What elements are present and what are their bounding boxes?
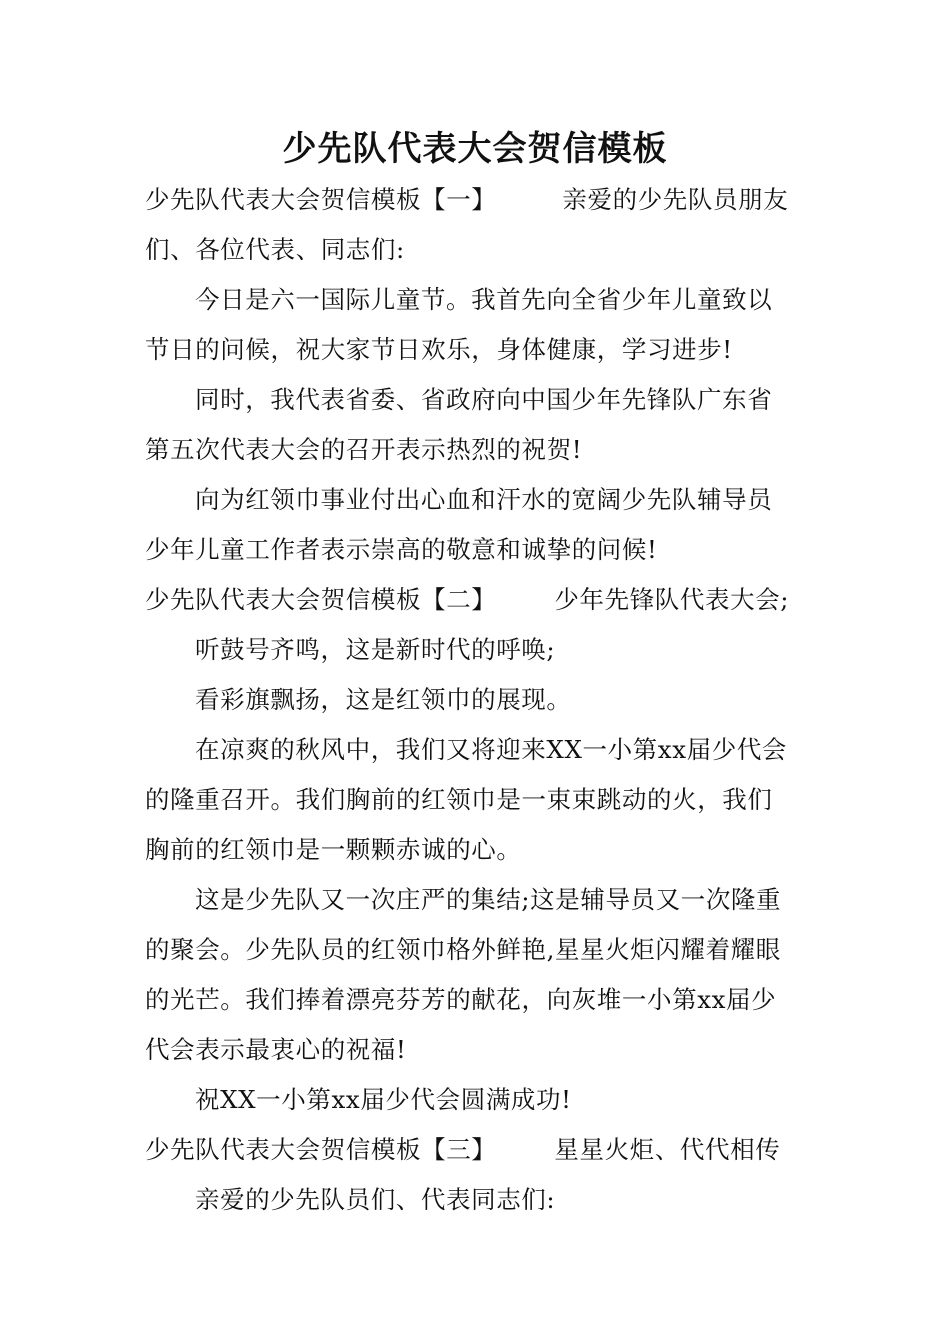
section-heading: 少先队代表大会贺信模板【二】	[145, 585, 497, 614]
paragraph-line: 今日是六一国际儿童节。我首先向全省少年儿童致以	[195, 285, 773, 314]
paragraph-line: 的隆重召开。我们胸前的红领巾是一束束跳动的火，我们	[145, 785, 773, 814]
paragraph-line: 亲爱的少先队员们、代表同志们:	[195, 1185, 556, 1214]
section-opening-text: 星星火炬、代代相传	[554, 1135, 781, 1164]
section-heading-line	[145, 1125, 810, 1175]
section-heading: 少先队代表大会贺信模板【一】	[145, 185, 497, 214]
paragraph-line: 第五次代表大会的召开表示热烈的祝贺!	[145, 435, 583, 464]
paragraph-line: 在凉爽的秋风中，我们又将迎来XX一小第xx届少代会	[195, 735, 788, 764]
document-body	[145, 175, 810, 1225]
paragraph-line: 向为红领巾事业付出心血和汗水的宽阔少先队辅导员	[195, 485, 773, 514]
paragraph-line: 的聚会。少先队员的红领巾格外鲜艳,星星火炬闪耀着耀眼	[145, 935, 781, 964]
section-heading-line	[145, 175, 810, 225]
paragraph-line: 胸前的红领巾是一颗颗赤诚的心。	[145, 835, 522, 864]
paragraph-line: 的光芒。我们捧着漂亮芬芳的献花，向灰堆一小第xx届少	[145, 985, 777, 1014]
section-opening-text: 少年先锋队代表大会;	[554, 585, 790, 614]
paragraph-line: 这是少先队又一次庄严的集结;这是辅导员又一次隆重	[195, 885, 782, 914]
paragraph-line: 听鼓号齐鸣，这是新时代的呼唤;	[195, 635, 556, 664]
section-heading-line	[145, 575, 810, 625]
paragraph-line: 们、各位代表、同志们:	[145, 235, 405, 264]
section-heading: 少先队代表大会贺信模板【三】	[145, 1135, 497, 1164]
paragraph-line: 祝XX一小第xx届少代会圆满成功!	[195, 1085, 572, 1114]
paragraph-line: 代会表示最衷心的祝福!	[145, 1035, 407, 1064]
section-opening-text: 亲爱的少先队员朋友	[562, 185, 789, 214]
paragraph-line: 同时，我代表省委、省政府向中国少年先锋队广东省	[195, 385, 773, 414]
paragraph-line: 节日的问候，祝大家节日欢乐，身体健康，学习进步!	[145, 335, 733, 364]
document-title: 少先队代表大会贺信模板	[282, 129, 668, 169]
paragraph-line: 看彩旗飘扬，这是红领巾的展现。	[195, 685, 572, 714]
paragraph-line: 少年儿童工作者表示崇高的敬意和诚挚的问候!	[145, 535, 658, 564]
